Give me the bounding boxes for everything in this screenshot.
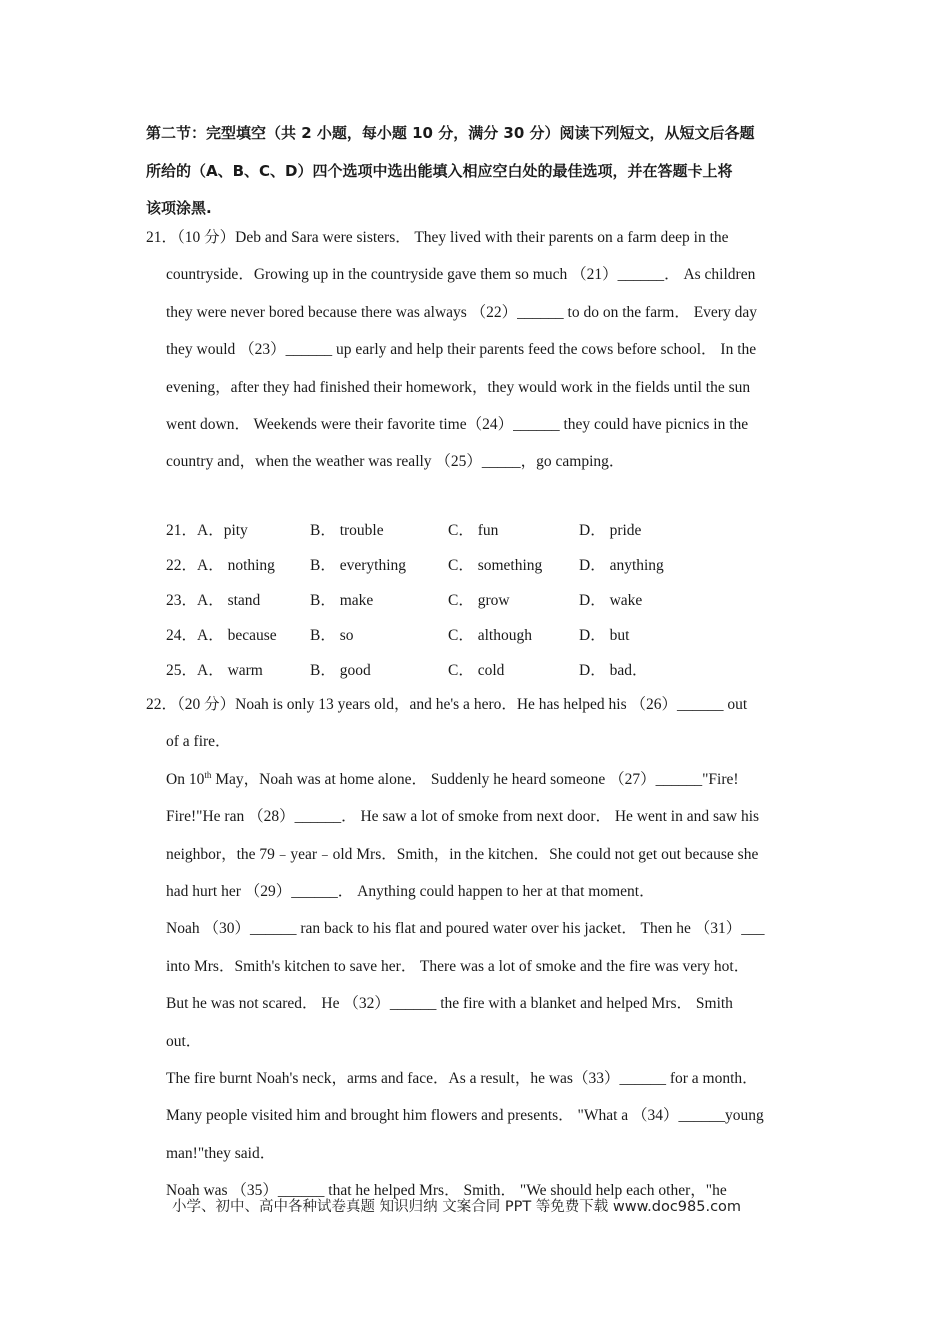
passage-line: countryside．Growing up in the countryside gave them so much （21）______． As children xyxy=(166,266,756,284)
option-c: C． fun xyxy=(448,522,499,539)
passage-line: Many people visited him and brought him flowers and presents． "What a （34）______young xyxy=(166,1107,764,1125)
footer-watermark: 小学、初中、高中各种试卷真题 知识归纳 文案合同 PPT 等免费下载 www.doc985.com xyxy=(172,1199,742,1215)
option-b: B． everything xyxy=(310,557,406,574)
passage-line xyxy=(146,761,811,798)
heading-line: 该项涂黑. xyxy=(146,199,212,217)
passage-text: May，Noah was at home alone． Suddenly he heard someone （27）______"Fire! xyxy=(211,770,739,788)
option-b: B． good xyxy=(310,662,371,679)
passage-line: out． xyxy=(166,1032,202,1050)
option-d: D． wake xyxy=(579,592,643,609)
heading-line: 所给的（A、B、C、D）四个选项中选出能填入相应空白处的最佳选项，并在答题卡上将 xyxy=(146,161,733,180)
passage-line: man!"they said． xyxy=(166,1144,276,1162)
date-text: On 10 xyxy=(166,770,205,788)
passage-line: they were never bored because there was always （22）______ to do on the farm． Every day xyxy=(166,303,757,321)
option-c: C． something xyxy=(448,557,543,574)
question-22-passage xyxy=(146,686,811,1210)
passage-line: But he was not scared． He （32）______ the fire with a blanket and helped Mrs． Smith xyxy=(166,995,733,1013)
option-a: 24．A． because xyxy=(166,627,277,644)
passage-line: 21．（10 分）Deb and Sara were sisters． They lived with their parents on a farm deep in the xyxy=(146,229,729,246)
option-c: C． grow xyxy=(448,592,510,609)
passage-line: neighbor，the 79﹣year﹣old Mrs．Smith，in the kitchen．She could not get out because she xyxy=(166,845,759,863)
passage-line: Fire!"He ran （28）______． He saw a lot of smoke from next door． He went in and saw his xyxy=(166,808,760,826)
passage-line: had hurt her （29）______． Anything could happen to her at that moment． xyxy=(166,883,655,901)
option-row-23 xyxy=(166,583,726,618)
passage-line: 22．（20 分）Noah is only 13 years old，and he's a hero．He has helped his （26）______ out xyxy=(146,696,748,713)
passage-line: evening，after they had finished their homework，they would work in the fields until the sun xyxy=(166,378,751,396)
passage-line: of a fire． xyxy=(166,733,231,751)
passage-line: Noah （30）______ ran back to his flat and poured water over his jacket． Then he （31）___ xyxy=(166,920,765,938)
heading-line: 第二节：完型填空（共 2 小题，每小题 10 分，满分 30 分）阅读下列短文，从短文后各题 xyxy=(146,124,755,142)
option-a: 23．A． stand xyxy=(166,592,261,609)
option-d: D． pride xyxy=(579,522,642,539)
option-d: D． bad． xyxy=(579,662,648,679)
passage-line: into Mrs．Smith's kitchen to save her． There was a lot of smoke and the fire was very hot． xyxy=(166,957,750,975)
question-21-passage xyxy=(146,219,811,481)
passage-line: Noah was （35）______ that he helped Mrs． Smith． "We should help each other，"he xyxy=(166,1182,727,1200)
option-row-22 xyxy=(166,548,726,583)
option-c: C． although xyxy=(448,627,532,644)
option-b: B． make xyxy=(310,592,374,609)
option-a: 22．A． nothing xyxy=(166,557,275,574)
answer-options xyxy=(166,513,726,688)
option-b: B． so xyxy=(310,627,354,644)
passage-line: The fire burnt Noah's neck，arms and face．As a result，he was（33）______ for a month． xyxy=(166,1070,758,1088)
option-a: 21．A．pity xyxy=(166,522,248,539)
ordinal-suffix: th xyxy=(204,769,212,780)
option-c: C． cold xyxy=(448,662,505,679)
option-d: D． anything xyxy=(579,557,664,574)
section-heading xyxy=(146,115,816,228)
option-d: D． but xyxy=(579,627,630,644)
passage-line: went down． Weekends were their favorite time（24）______ they could have picnics in the xyxy=(166,416,749,434)
passage-line: they would （23）______ up early and help their parents feed the cows before school． In the xyxy=(166,341,757,359)
option-row-21 xyxy=(166,513,726,548)
option-row-25 xyxy=(166,653,726,688)
option-b: B． trouble xyxy=(310,522,384,539)
option-row-24 xyxy=(166,618,726,653)
option-a: 25．A． warm xyxy=(166,662,263,679)
passage-line: country and，when the weather was really （25）_____，go camping． xyxy=(166,453,625,471)
